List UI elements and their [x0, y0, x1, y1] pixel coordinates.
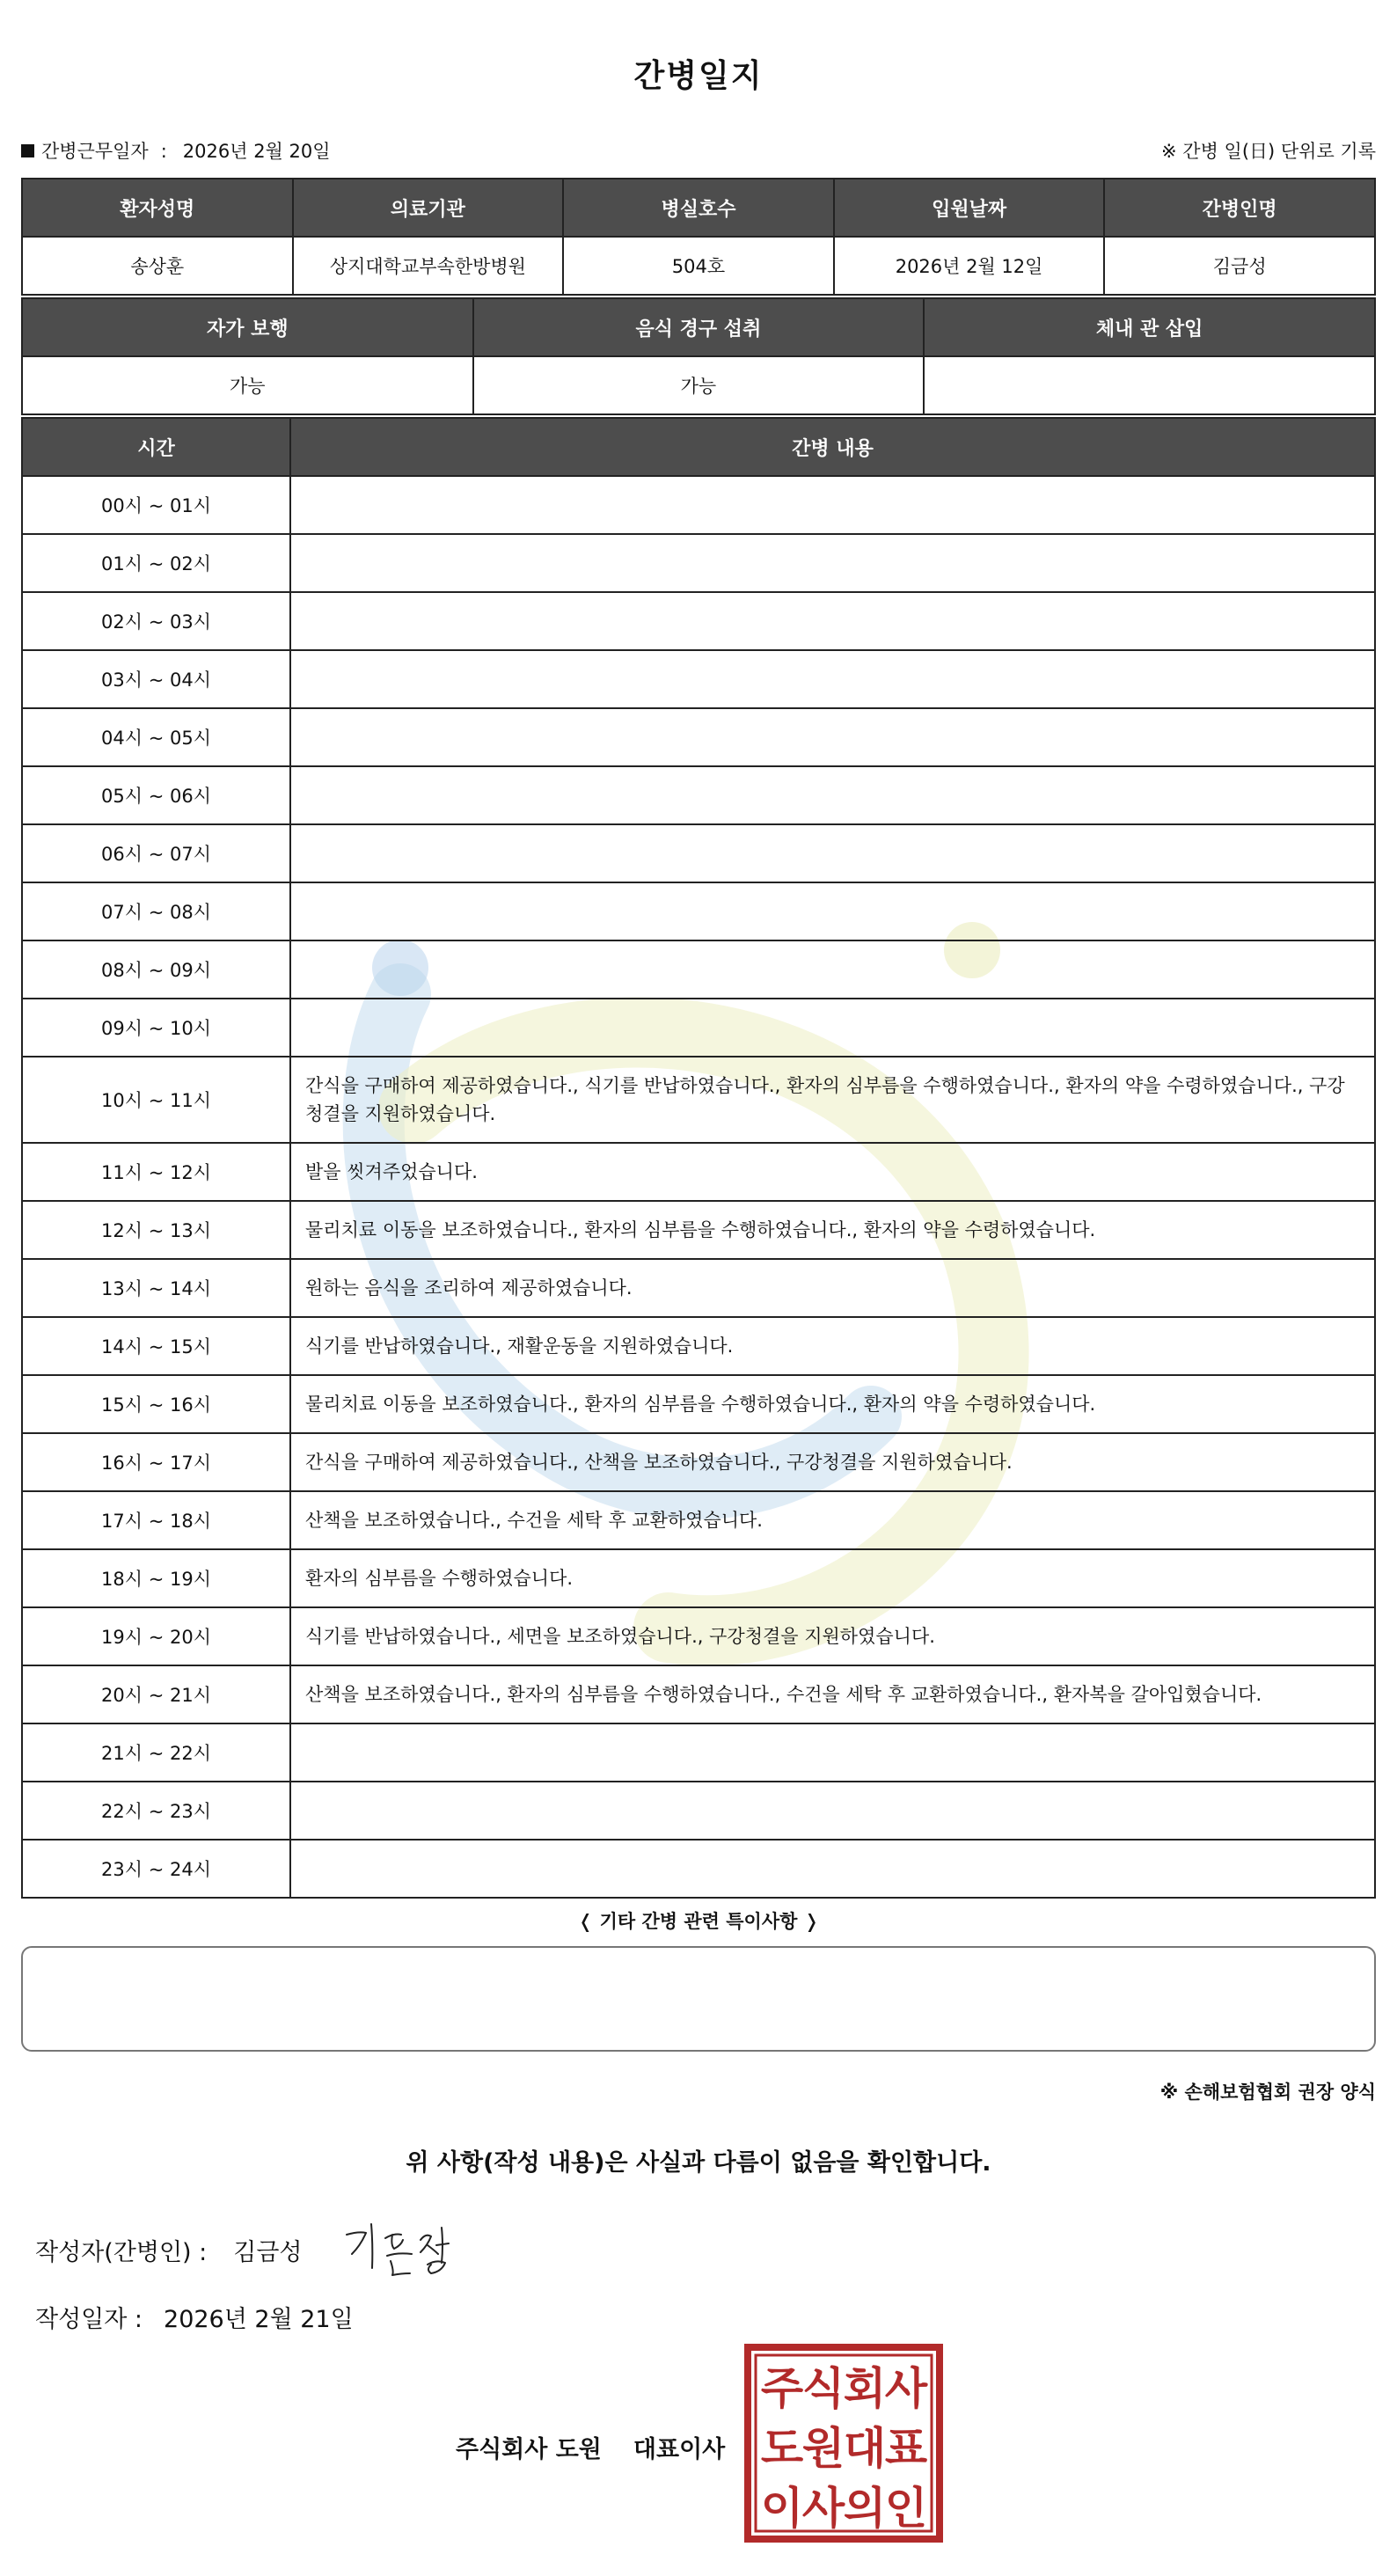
oral-intake-value: 가능: [473, 356, 925, 414]
patient-info-table: [21, 178, 1376, 296]
care-content-cell: [290, 708, 1375, 766]
time-header: 시간: [22, 418, 290, 476]
written-date-value: 2026년 2월 21일: [164, 2306, 354, 2333]
seal-character: 사: [801, 2483, 845, 2534]
care-content-cell: [290, 824, 1375, 882]
care-log-row: [22, 1375, 1375, 1433]
care-date-label: 간병근무일자: [41, 141, 149, 162]
company-line: [456, 2430, 725, 2464]
writer-label: 작성자(간병인) :: [35, 2239, 208, 2266]
caregiver-name-value: 김금성: [1104, 237, 1375, 295]
care-content-cell: [290, 476, 1375, 534]
care-content-cell: [290, 534, 1375, 592]
care-log-row: [22, 940, 1375, 999]
care-content-cell: [290, 766, 1375, 824]
self-walking-header: 자가 보행: [22, 298, 473, 356]
time-slot-cell: 11시 ~ 12시: [22, 1143, 290, 1201]
care-log-row: [22, 1057, 1375, 1143]
self-walking-value: 가능: [22, 356, 473, 414]
care-log-row: [22, 1317, 1375, 1375]
seal-character: 표: [884, 2423, 928, 2474]
care-log-row: [22, 1201, 1375, 1259]
square-bullet-icon: [21, 144, 34, 157]
care-log-row: [22, 708, 1375, 766]
company-seal-stamp: [744, 2344, 943, 2543]
document-title: 간병일지: [633, 58, 764, 94]
care-log-row: [22, 650, 1375, 708]
time-slot-cell: 12시 ~ 13시: [22, 1201, 290, 1259]
time-slot-cell: 02시 ~ 03시: [22, 592, 290, 650]
tube-insertion-value: [924, 356, 1375, 414]
care-content-cell: [290, 1840, 1375, 1898]
seal-character: 도: [760, 2423, 804, 2474]
care-log-row: [22, 476, 1375, 534]
time-slot-cell: 03시 ~ 04시: [22, 650, 290, 708]
time-slot-cell: 00시 ~ 01시: [22, 476, 290, 534]
care-log-row: [22, 1782, 1375, 1840]
time-slot-cell: 18시 ~ 19시: [22, 1549, 290, 1607]
care-content-cell: 물리치료 이동을 보조하였습니다., 환자의 심부름을 수행하였습니다., 환자의 약을 수령하였습니다.: [290, 1375, 1375, 1433]
company-name: 주식회사 도원: [456, 2436, 602, 2463]
confirmation-statement: 위 사항(작성 내용)은 사실과 다름이 없음을 확인합니다.: [406, 2149, 991, 2177]
written-date-line: [35, 2300, 354, 2334]
time-slot-cell: 09시 ~ 10시: [22, 999, 290, 1057]
seal-character: 인: [884, 2483, 928, 2534]
hospital-value: 상지대학교부속한방병원: [293, 237, 564, 295]
care-content-cell: 간식을 구매하여 제공하였습니다., 산책을 보조하였습니다., 구강청결을 지원하였습니다.: [290, 1433, 1375, 1491]
care-log-row: [22, 1607, 1375, 1665]
care-content-cell: [290, 940, 1375, 999]
patient-status-table: [21, 297, 1376, 415]
care-log-row: [22, 592, 1375, 650]
care-log-row: [22, 1143, 1375, 1201]
patient-status-header-row: [22, 298, 1375, 356]
seal-character: 원: [801, 2423, 845, 2474]
care-log-row: [22, 1840, 1375, 1898]
care-content-cell: [290, 999, 1375, 1057]
care-log-row: [22, 766, 1375, 824]
time-slot-cell: 14시 ~ 15시: [22, 1317, 290, 1375]
time-slot-cell: 01시 ~ 02시: [22, 534, 290, 592]
admission-date-value: 2026년 2월 12일: [834, 237, 1105, 295]
special-notes-box: [21, 1946, 1376, 2052]
care-log-row: [22, 1491, 1375, 1549]
time-slot-cell: 19시 ~ 20시: [22, 1607, 290, 1665]
care-content-cell: [290, 650, 1375, 708]
care-log-row: [22, 1259, 1375, 1317]
patient-status-value-row: [22, 356, 1375, 414]
oral-intake-header: 음식 경구 섭취: [473, 298, 925, 356]
care-log-body: [22, 476, 1375, 1898]
care-log-row: [22, 1549, 1375, 1607]
care-log-row: [22, 1665, 1375, 1723]
time-slot-cell: 22시 ~ 23시: [22, 1782, 290, 1840]
patient-name-header: 환자성명: [22, 179, 293, 237]
care-content-cell: 식기를 반납하였습니다., 재활운동을 지원하였습니다.: [290, 1317, 1375, 1375]
time-slot-cell: 08시 ~ 09시: [22, 940, 290, 999]
care-log-row: [22, 534, 1375, 592]
patient-name-value: 송상훈: [22, 237, 293, 295]
care-log-row: [22, 1723, 1375, 1782]
care-content-cell: 식기를 반납하였습니다., 세면을 보조하였습니다., 구강청결을 지원하였습니다.: [290, 1607, 1375, 1665]
room-number-value: 504호: [563, 237, 834, 295]
care-content-cell: 물리치료 이동을 보조하였습니다., 환자의 심부름을 수행하였습니다., 환자의 약을 수령하였습니다.: [290, 1201, 1375, 1259]
record-unit-note: ※ 간병 일(日) 단위로 기록: [1161, 141, 1376, 162]
time-slot-cell: 07시 ~ 08시: [22, 882, 290, 940]
care-date-line: [21, 137, 331, 164]
care-content-cell: [290, 882, 1375, 940]
care-content-cell: 원하는 음식을 조리하여 제공하였습니다.: [290, 1259, 1375, 1317]
writer-name: 김금성: [233, 2239, 303, 2266]
time-slot-cell: 20시 ~ 21시: [22, 1665, 290, 1723]
care-log-row: [22, 1433, 1375, 1491]
form-source-note: ※ 손해보험협회 권장 양식: [1159, 2082, 1376, 2103]
time-slot-cell: 05시 ~ 06시: [22, 766, 290, 824]
care-log-table: [21, 417, 1376, 1899]
time-slot-cell: 23시 ~ 24시: [22, 1840, 290, 1898]
care-content-cell: 발을 씻겨주었습니다.: [290, 1143, 1375, 1201]
seal-character: 사: [884, 2363, 928, 2414]
care-date-value: 2026년 2월 20일: [182, 141, 331, 162]
tube-insertion-header: 체내 관 삽입: [924, 298, 1375, 356]
patient-info-value-row: [22, 237, 1375, 295]
care-log-row: [22, 999, 1375, 1057]
care-log-header-row: [22, 418, 1375, 476]
care-content-cell: 산책을 보조하였습니다., 수건을 세탁 후 교환하였습니다.: [290, 1491, 1375, 1549]
caregiver-name-header: 간병인명: [1104, 179, 1375, 237]
care-content-cell: [290, 1723, 1375, 1782]
care-log-row: [22, 882, 1375, 940]
seal-character: 회: [843, 2363, 887, 2414]
time-slot-cell: 10시 ~ 11시: [22, 1057, 290, 1143]
seal-character: 대: [843, 2423, 887, 2474]
care-content-cell: [290, 592, 1375, 650]
care-content-cell: 간식을 구매하여 제공하였습니다., 식기를 반납하였습니다., 환자의 심부름을 수행하였습니다., 환자의 약을 수령하였습니다., 구강청결을 지원하였습니다.: [290, 1057, 1375, 1143]
time-slot-cell: 16시 ~ 17시: [22, 1433, 290, 1491]
seal-character: 주: [760, 2363, 804, 2414]
time-slot-cell: 13시 ~ 14시: [22, 1259, 290, 1317]
care-content-header: 간병 내용: [290, 418, 1375, 476]
written-date-label: 작성일자 :: [35, 2306, 143, 2333]
special-notes-title: ❬ 기타 간병 관련 특이사항 ❭: [577, 1911, 820, 1932]
care-content-cell: 산책을 보조하였습니다., 환자의 심부름을 수행하였습니다., 수건을 세탁 후 교환하였습니다., 환자복을 갈아입혔습니다.: [290, 1665, 1375, 1723]
colon: :: [160, 141, 167, 162]
room-number-header: 병실호수: [563, 179, 834, 237]
time-slot-cell: 15시 ~ 16시: [22, 1375, 290, 1433]
seal-character: 식: [801, 2363, 845, 2414]
seal-character: 이: [760, 2483, 804, 2534]
time-slot-cell: 04시 ~ 05시: [22, 708, 290, 766]
handwritten-signature: [340, 2219, 472, 2280]
care-content-cell: [290, 1782, 1375, 1840]
admission-date-header: 입원날짜: [834, 179, 1105, 237]
time-slot-cell: 06시 ~ 07시: [22, 824, 290, 882]
writer-line: [35, 2233, 303, 2267]
care-content-cell: 환자의 심부름을 수행하였습니다.: [290, 1549, 1375, 1607]
time-slot-cell: 17시 ~ 18시: [22, 1491, 290, 1549]
seal-character: 의: [843, 2483, 887, 2534]
patient-info-header-row: [22, 179, 1375, 237]
hospital-header: 의료기관: [293, 179, 564, 237]
time-slot-cell: 21시 ~ 22시: [22, 1723, 290, 1782]
representative-title: 대표이사: [633, 2436, 726, 2463]
care-log-row: [22, 824, 1375, 882]
